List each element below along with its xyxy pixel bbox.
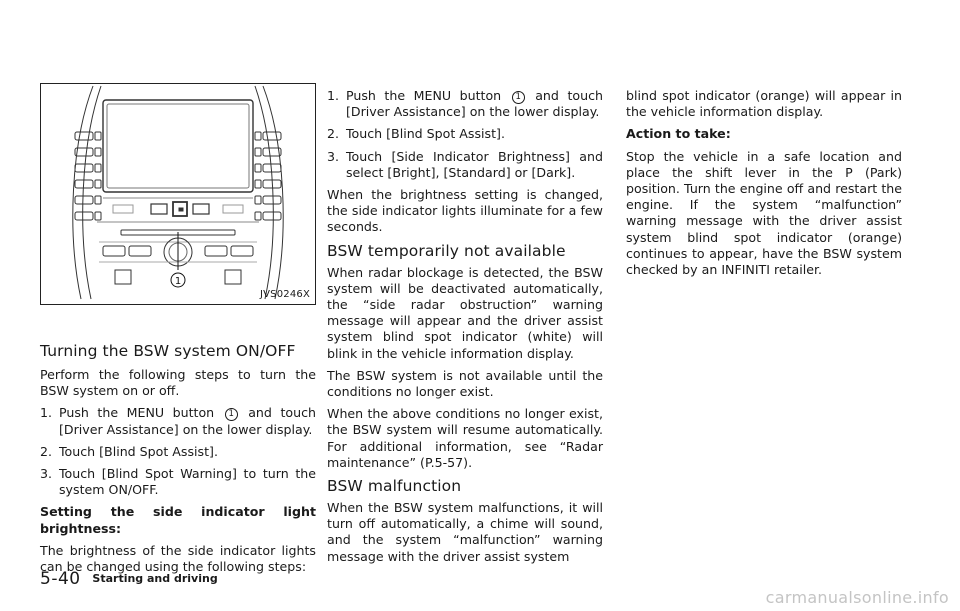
- section-heading-temporarily-unavailable: BSW temporarily not available: [327, 241, 566, 260]
- brightness-paragraph: The brightness of the side indicator lights can be changed using the following steps:: [40, 542, 316, 575]
- list-item: [327, 88, 603, 120]
- malfunction-continued-paragraph: blind spot indicator (orange) will appear in the vehicle information display.: [626, 88, 902, 120]
- section-heading-bsw-on-off: Turning the BSW system ON/OFF: [40, 342, 296, 360]
- column-1: [40, 342, 316, 581]
- page-number: 5-40: [40, 569, 81, 589]
- watermark: carmanualsonline.info: [765, 588, 949, 607]
- dashboard-illustration: [40, 83, 316, 305]
- list-item: [327, 149, 603, 181]
- page-footer: [40, 569, 218, 589]
- step-text-after: and touch [Driver Assistance] on the lower display.: [346, 88, 603, 120]
- intro-paragraph: Perform the following steps to turn the BSW system on or off.: [40, 367, 316, 399]
- step-text: Touch [Blind Spot Assist].: [59, 443, 218, 459]
- center-console-drawing: [41, 84, 315, 304]
- step-text: Touch [Side Indicator Brightness] and select [Bright], [Standard] or [Dark].: [346, 148, 603, 180]
- step-number: 3.: [327, 148, 340, 164]
- callout-label: 1: [174, 276, 182, 287]
- column-2: [327, 88, 603, 571]
- not-available-paragraph: The BSW system is not available until the conditions no longer exist.: [327, 367, 603, 400]
- step-text-after: and touch [Driver Assistance] on the lower display.: [59, 405, 316, 437]
- list-item: [327, 126, 603, 142]
- step-text-before: Push the MENU button: [346, 88, 502, 103]
- footer-section-title: Starting and driving: [92, 572, 218, 585]
- brightness-result-paragraph: When the brightness setting is changed, the side indicator lights illuminate for a few seconds.: [327, 187, 603, 235]
- malfunction-paragraph: When the BSW system malfunctions, it will turn off automatically, a chime will sound, and the system “malfunction” warning message with the driver assist system: [327, 500, 603, 564]
- step-number: 2.: [327, 126, 340, 142]
- resume-paragraph: When the above conditions no longer exist, the BSW system will resume automatically. For additional information, see “Radar maintenance” (P.5-57).: [327, 406, 603, 470]
- callout-marker: 1: [512, 91, 525, 104]
- step-number: 3.: [40, 466, 53, 482]
- step-text-before: Push the MENU button: [59, 405, 215, 421]
- brightness-subheading: Setting the side indicator light brightness:: [40, 504, 316, 536]
- list-item: [40, 444, 316, 460]
- radar-blockage-paragraph: When radar blockage is detected, the BSW system will be deactivated automatically, the “side radar obstruction” warning message will appear and the driver assist system blind spot indicator (white) will blink in the vehicle information display.: [327, 264, 603, 361]
- list-item: [40, 405, 316, 437]
- column-3: [626, 88, 902, 284]
- section-heading-malfunction: BSW malfunction: [327, 477, 462, 496]
- callout-marker: 1: [225, 408, 238, 421]
- steps-list-on-off: [40, 405, 316, 498]
- step-text: Touch [Blind Spot Warning] to turn the system ON/OFF.: [59, 466, 316, 498]
- step-number: 1.: [40, 405, 53, 421]
- action-paragraph: Stop the vehicle in a safe location and place the shift lever in the P (Park) position. Turn the engine off and restart the engine. If the system “malfunction” warning message with the driver assist system blind spot indicator (orange) continues to appear, have the BSW system checked by an INFINITI retailer.: [626, 148, 902, 278]
- step-number: 1.: [327, 88, 340, 103]
- steps-list-brightness: [327, 88, 603, 181]
- step-text: Touch [Blind Spot Assist].: [346, 126, 505, 142]
- step-number: 2.: [40, 443, 53, 459]
- list-item: [40, 466, 316, 498]
- figure-code: JVS0246X: [259, 289, 310, 300]
- action-label: Action to take:: [626, 126, 731, 142]
